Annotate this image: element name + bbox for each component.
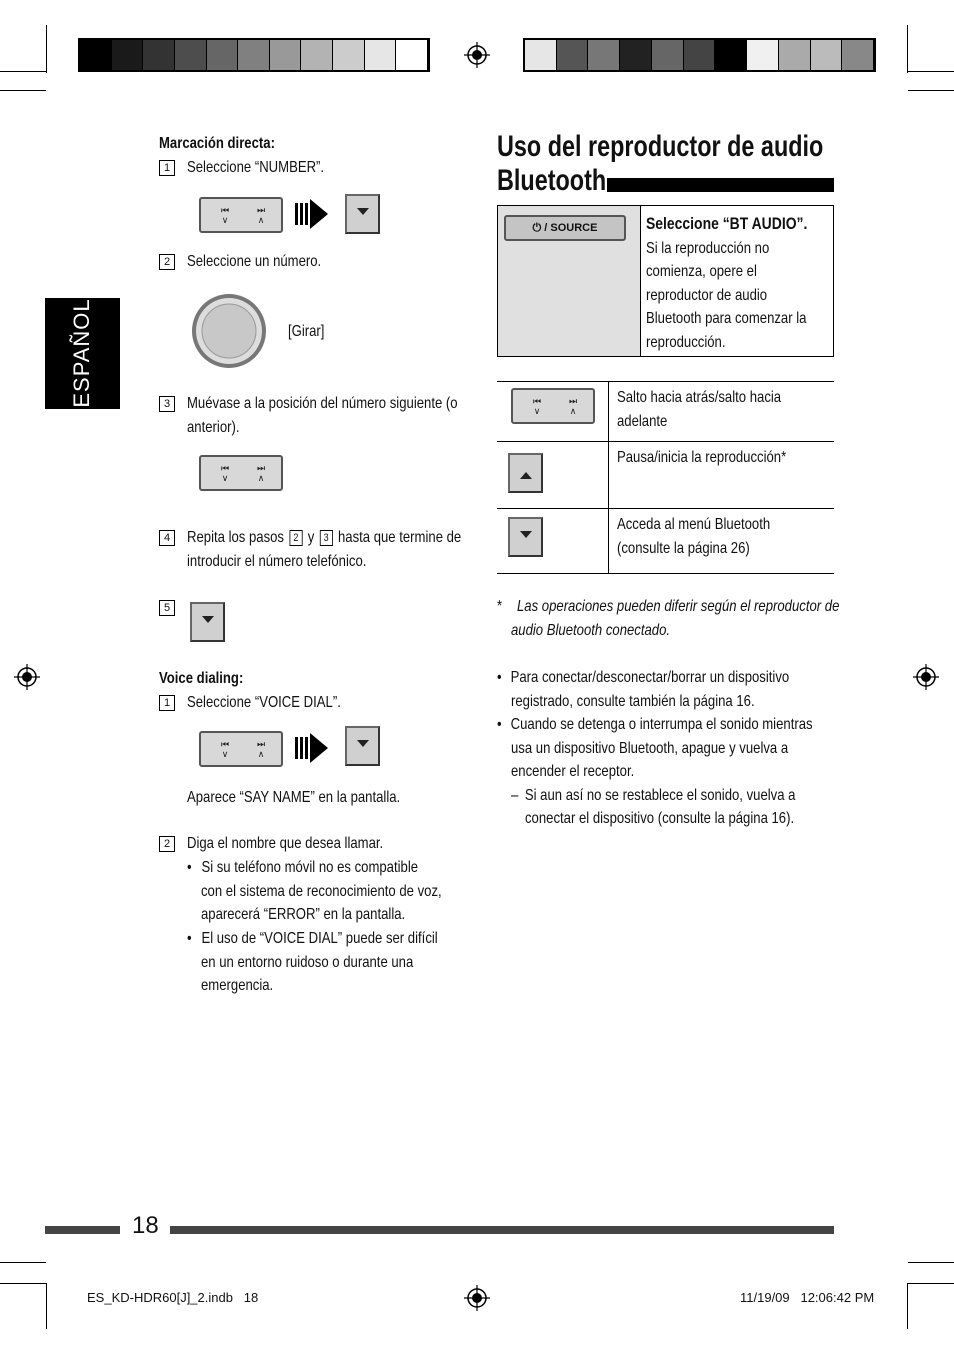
down-arrow-icon <box>202 616 214 623</box>
down-arrow-icon <box>357 740 369 747</box>
voice-step-1: 1 Seleccione “VOICE DIAL”. <box>159 691 375 715</box>
color-swatch <box>620 40 652 70</box>
step-2: 2 Seleccione un número. <box>159 250 351 274</box>
voice-dial-heading: Voice dialing: <box>159 670 244 687</box>
color-swatch <box>557 40 589 70</box>
skip-buttons[interactable] <box>199 455 283 491</box>
down-button[interactable] <box>190 602 225 642</box>
step-number: 4 <box>159 530 175 546</box>
prev-icon: ⏮ ∨ <box>220 205 230 225</box>
down-arrow-icon <box>520 531 532 538</box>
prev-icon: ⏮ ∨ <box>220 739 230 759</box>
color-swatch <box>684 40 716 70</box>
color-swatch <box>80 40 112 70</box>
color-swatch <box>525 40 557 70</box>
step-number: 1 <box>159 160 175 176</box>
crop-mark <box>46 1283 47 1329</box>
color-swatch <box>301 40 333 70</box>
registration-mark-icon <box>913 664 939 690</box>
color-swatch <box>811 40 843 70</box>
step-number: 2 <box>159 836 175 852</box>
girar-label: [Girar] <box>288 323 325 340</box>
color-swatch <box>779 40 811 70</box>
step-ref: 3 <box>320 530 333 546</box>
section-title: Uso del reproductor de audio Bluetooth <box>497 130 824 197</box>
crop-mark <box>0 90 46 91</box>
color-swatch <box>652 40 684 70</box>
source-box <box>497 205 834 357</box>
crop-mark <box>907 1283 908 1329</box>
arrow-right-icon <box>295 195 329 233</box>
color-swatch <box>143 40 175 70</box>
up-button[interactable] <box>508 453 543 493</box>
registration-mark-icon <box>14 664 40 690</box>
voice-step-2: 2 Diga el nombre que desea llamar. <box>159 832 426 856</box>
bullet-sound: • Cuando se detenga o interrumpa el sonido mientras usa un dispositivo Bluetooth, apague y vuelva a encender el receptor. – Si aun así no se restablece el sonido, vuelva a conectar el dispositivo (consulte la página 16). <box>497 716 813 827</box>
skip-buttons[interactable] <box>199 731 283 767</box>
down-button[interactable] <box>508 517 543 557</box>
power-icon: ⏻ / SOURCE <box>532 222 598 234</box>
direct-dial-heading: Marcación directa: <box>159 135 275 152</box>
page-number: 18 <box>132 1212 159 1239</box>
down-button[interactable] <box>345 726 380 766</box>
say-name-note: Aparece “SAY NAME” en la pantalla. <box>187 789 401 806</box>
step-5 <box>159 596 187 620</box>
crop-mark <box>908 1262 954 1263</box>
step-3: 3 Muévase a la posición del número siguiente (o anterior). <box>159 392 517 439</box>
footer-bar-right <box>170 1226 834 1234</box>
step-number: 1 <box>159 695 175 711</box>
next-icon: ⏭ ∧ <box>256 739 266 759</box>
crop-mark <box>908 90 954 91</box>
skip-buttons[interactable] <box>511 388 595 424</box>
color-swatch <box>747 40 779 70</box>
voice-bullet-2: • El uso de “VOICE DIAL” puede ser difícil en un entorno ruidoso o durante una emergencia. <box>187 930 438 994</box>
prev-icon: ⏮ ∨ <box>220 463 230 483</box>
color-swatch <box>842 40 874 70</box>
next-icon: ⏭ ∧ <box>256 205 266 225</box>
row-menu-text: Acceda al menú Bluetooth (consulte la página 26) <box>617 516 771 557</box>
crop-mark <box>908 71 954 72</box>
print-slug-right: 11/19/09 12:06:42 PM <box>740 1290 875 1305</box>
prev-icon: ⏮ ∨ <box>532 396 542 416</box>
row-skip-text: Salto hacia atrás/salto hacia adelante <box>617 389 782 430</box>
next-icon: ⏭ ∧ <box>256 463 266 483</box>
color-swatch <box>365 40 397 70</box>
title-rule <box>607 178 834 192</box>
color-swatch <box>333 40 365 70</box>
arrow-right-icon <box>295 729 329 767</box>
color-calibration-bar-right <box>523 38 876 72</box>
step-4: 4 Repita los pasos 2 y 3 hasta que termine de introducir el número telefónico. <box>159 526 521 573</box>
crop-mark <box>0 1262 46 1263</box>
crop-mark <box>46 25 47 73</box>
voice-bullet-1: • Si su teléfono móvil no es compatible con el sistema de reconocimiento de voz, aparecerá “ERROR” en la pantalla. <box>187 859 442 923</box>
down-arrow-icon <box>357 208 369 215</box>
color-swatch <box>588 40 620 70</box>
color-calibration-bar-left <box>78 38 430 72</box>
crop-mark <box>908 1283 954 1284</box>
language-tab <box>45 298 120 409</box>
footnote: * Las operaciones pueden diferir según el reproductor de audio Bluetooth conectado. <box>497 598 840 639</box>
step-number: 3 <box>159 396 175 412</box>
language-tab-label: ESPAÑOL <box>69 298 94 408</box>
crop-mark <box>0 1283 46 1284</box>
color-swatch <box>175 40 207 70</box>
step-ref: 2 <box>289 530 302 546</box>
color-swatch <box>270 40 302 70</box>
color-swatch <box>112 40 144 70</box>
up-arrow-icon <box>520 472 532 479</box>
skip-buttons[interactable] <box>199 197 283 233</box>
next-icon: ⏭ ∧ <box>568 396 578 416</box>
footer-bar-left <box>45 1226 120 1234</box>
registration-mark-icon <box>464 42 490 68</box>
control-dial-icon[interactable] <box>189 292 269 370</box>
color-swatch <box>207 40 239 70</box>
source-button[interactable] <box>504 215 626 241</box>
print-slug-left: ES_KD-HDR60[J]_2.indb 18 <box>87 1290 259 1305</box>
bt-audio-instructions: Seleccione “BT AUDIO”. Si la reproducción no comienza, opere el reproductor de audio Bluetooth para comenzar la reproducción. <box>646 214 808 351</box>
color-swatch <box>715 40 747 70</box>
registration-mark-icon <box>464 1285 490 1311</box>
step-number: 5 <box>159 600 175 616</box>
bullet-connect: • Para conectar/desconectar/borrar un dispositivo registrado, consulte también la página 16. <box>497 669 790 710</box>
down-button[interactable] <box>345 194 380 234</box>
step-1: 1 Seleccione “NUMBER”. <box>159 156 354 180</box>
step-number: 2 <box>159 254 175 270</box>
color-swatch <box>396 40 428 70</box>
color-swatch <box>238 40 270 70</box>
crop-mark <box>0 71 46 72</box>
crop-mark <box>907 25 908 73</box>
row-pause-text: Pausa/inicia la reproducción* <box>617 449 787 466</box>
